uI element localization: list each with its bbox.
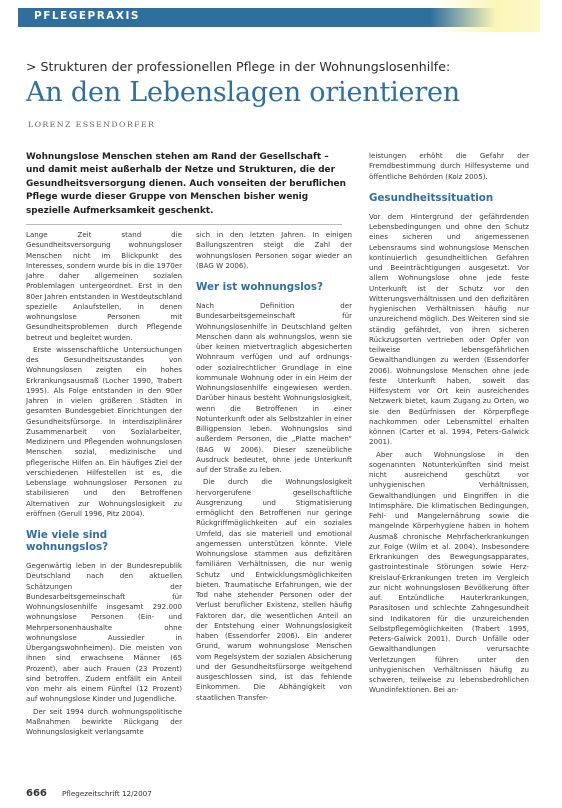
text-column-2 — [196, 230, 352, 705]
article-lead: Wohnungslose Menschen stehen am Rand der Gesellschaft – und damit meist außerhalb der Netze und Strukturen, die der Gesundheitsversorgung dienen. Auch vonseiten der beruflichen Pflege wurde dieser Gruppe von Menschen bisher wenig spezielle Aufmerksamkeit geschenkt. — [26, 152, 346, 216]
section-heading: Gesundheitssituation — [369, 191, 494, 204]
page-footer — [26, 781, 152, 800]
article-title: An den Lebenslagen orientieren — [26, 77, 460, 108]
paragraph: Vor dem Hintergrund der gefährdenden Lebensbedingungen und ohne den Schutz eines sicheren und angemessenen Lebensraums sind wohnungslose Menschen kontinuierlich gesundheitlichen Gefahren und Beeinträchtigungen ausgesetzt. Vor allem Wohnungslose ohne jede feste Unterkunft ist der Schutz vor den Witterungsverhältnissen und den defizitären hygienischen Verhältnissen häufig nur unzureichend möglich. Des Weiteren sind sie ständig gefährdet, von ihren sicheren Rückzugsorten vertrieben oder Opfer von teilweise lebensgefährlichen Gewalthandlungen zu werden (Essendorfer 2006). Wohnungslose Menschen ohne jede feste Unterkunft haben, soweit das Hilfesystem vor Ort kein ausreichendes Netzwerk bietet, kaum Zugang zu Orten, wo sie den Bedürfnissen der Körperpflege nachkommen oder Lebensmittel erhalten können (Carter et al. 1994, Peters-Galwick 2001). — [369, 211, 529, 447]
paragraph: sich in den letzten Jahren. In einigen Ballungszentren steigt die Zahl der wohnungslosen Personen sogar wieder an (BAG W 2006). — [196, 230, 352, 270]
text-column-3 — [369, 151, 529, 698]
paragraph: Der seit 1994 durch wohnungspolitische Maßnahmen bewirkte Rückgang der Wohnungslosigkeit verlangsamte — [26, 706, 182, 736]
text-column-1 — [26, 230, 182, 739]
paragraph: Lange Zeit stand die Gesundheitsversorgung wohnungsloser Menschen nicht im Blickpunkt des Interesses, sondern wurde bis in die 1970er Jahre daher allgemeinen sozialen Problemlagen untergeordnet. Erst in den 80er Jahren entstanden in Westdeutschland spezielle Anlaufstellen, in denen wohnungslose Personen mit Gesundheitsproblemen durch Pflegende betreut und begleitet wurden. — [26, 230, 182, 342]
journal-issue: Pflegezeitschrift 12/2007 — [61, 789, 152, 798]
article-author: LORENZ ESSENDORFER — [28, 120, 156, 129]
paragraph: Gegenwärtig leben in der Bundesrepublik Deutschland nach den aktuellen Schätzungen der Bundesarbeitsgemeinschaft für Wohnungslosenhilfe insgesamt 292.000 wohnungslose Personen (Ein- und Mehrpersonenhaushalte ohne wohnungslose Aussiedler in Übergangswohnheimen). Die meisten von ihnen sind erwachsene Männer (65 Prozent), aber auch Frauen (23 Prozent) sind betroffen. Zudem entfällt ein Anteil von mehr als einem Fünftel (12 Prozent) auf wohnungslose Kinder und Jugendliche. — [26, 561, 182, 704]
paragraph: Die durch die Wohnungslosigkeit hervorgerufene gesellschaftliche Ausgrenzung und Stigmatisierung ermöglicht den Betroffenen nur geringe Rückgriffmöglichkeiten auf ein soziales Umfeld, das sie materiell und emotional angemessen unterstützen könnte. Viele Wohnungslose stammen aus defizitären familiären Verhältnissen, die nur wenig Schutz und Entwicklungsmöglichkeiten bieten. Traumatische Erfahrungen, wie der Tod nahe stehender Personen oder der Verlust beruflicher Existenz, stellen häufig Faktoren dar, die wesentlichen Anteil an der Entstehung einer Wohnungslosigkeit haben (Essendorfer 2006). Ein anderer Grund, warum wohnungslose Menschen vom Regelsystem der sozialen Absicherung und der Gesundheitsfürsorge weitgehend ausgeschlossen sind, ist das fehlende Einkommen. Die Abhängigkeit von staatlichen Transfer- — [196, 477, 352, 702]
section-heading: Wer ist wohnungslos? — [196, 281, 323, 293]
article-kicker: > Strukturen der professionellen Pflege in der Wohnungslosenhilfe: — [26, 59, 451, 74]
section-heading: Wie viele sind wohnungslos? — [26, 529, 109, 553]
paragraph: Erste wissenschaftliche Untersuchungen des Gesundheitszustandes von Wohnungslosen zeigten ein hohes Erkrankungsausmaß (Locher 1990, Trabert 1995). Als Folge entstanden in den 90er Jahren in vielen größeren Städten in gesamten Bundesgebiet Einrichtungen der Gesundheitsfürsorge. In interdisziplinärer Zusammenarbeit von Sozialarbeiter, Medizinern und Pflegenden wohnungslosen Menschen sozial, medizinische und pflegerische Hilfen an. Ein häufiges Ziel der verschiedenen Hilfestellen ist es, die Lebenslage wohnungsloser Personen zu stabilisieren und den Betroffenen Alternativen zur Wohnungslosigkeit zu eröffnen (Gerull 1996, Pitz 2004). — [26, 344, 182, 518]
section-label: PFLEGEPRAXIS — [34, 10, 140, 22]
paragraph: Aber auch Wohnungslose in den sogenannten Notunterkünften sind meist nicht ausreichend geschützt vor unhygienischen Verhältnissen, Gewalthandlungen und Eingriffen in die Intimsphäre. Die klimatischen Bedingungen, Fehl- und Mangelernährung sowie die mangelnde Körperhygiene haben in hohem Ausmaß chronische Mehrfacherkrankungen zur Folge (Wilm et al. 2004). Insbesondere Erkrankungen des Bewegungsapparates, gastrointestinale Störungen sowie Herz-Kreislauf-Erkrankungen treten im Vergleich zur nicht wohnungslosen Bevölkerung öfter auf. Entzündliche Hauterkrankungen, Parasitosen und schlechte Zahngesundheit sind Indikatoren für die unzureichenden Selbstpflegemöglichkeiten (Trabert 1995, Peters-Galwick 2001). Durch Unfälle oder Gewalthandlungen verursachte Verletzungen führen unter den unhygienischen Verhältnissen häufig zu schweren, teilweise zu lebensbedrohlichen Wundinfektionen. Bei an- — [369, 449, 529, 695]
paragraph: Nach Definition der Bundesarbeitsgemeinschaft für Wohnungslosenhilfe in Deutschland gelten Menschen dann als wohnungslos, wenn sie über keinen mietvertraglich abgesicherten Wohnraum verfügen und auf ordnungs- oder sozialrechtlicher Grundlage in eine kommunale Wohnung oder in ein Heim der Wohnungslosenhilfe eingewiesen werden. Darüber hinaus besteht Wohnungslosigkeit, wenn die Betroffenen in einer Notunterkunft oder als Selbstzahler in einer Billigpension leben. Wohnungslos sind außerdem Personen, die „Platte machen“ (BAG W 2006). Dieser szeneübliche Ausdruck bedeutet, ohne jede Unterkunft auf der Straße zu leben. — [196, 301, 352, 474]
page-number: 666 — [26, 788, 47, 799]
paragraph: leistungen erhöht die Gefahr der Fremdbestimmung durch Hilfesysteme und öffentliche Behörden (Kolz 2005). — [369, 151, 529, 181]
lead-divider — [26, 224, 342, 225]
corner-highlight — [430, 0, 540, 32]
